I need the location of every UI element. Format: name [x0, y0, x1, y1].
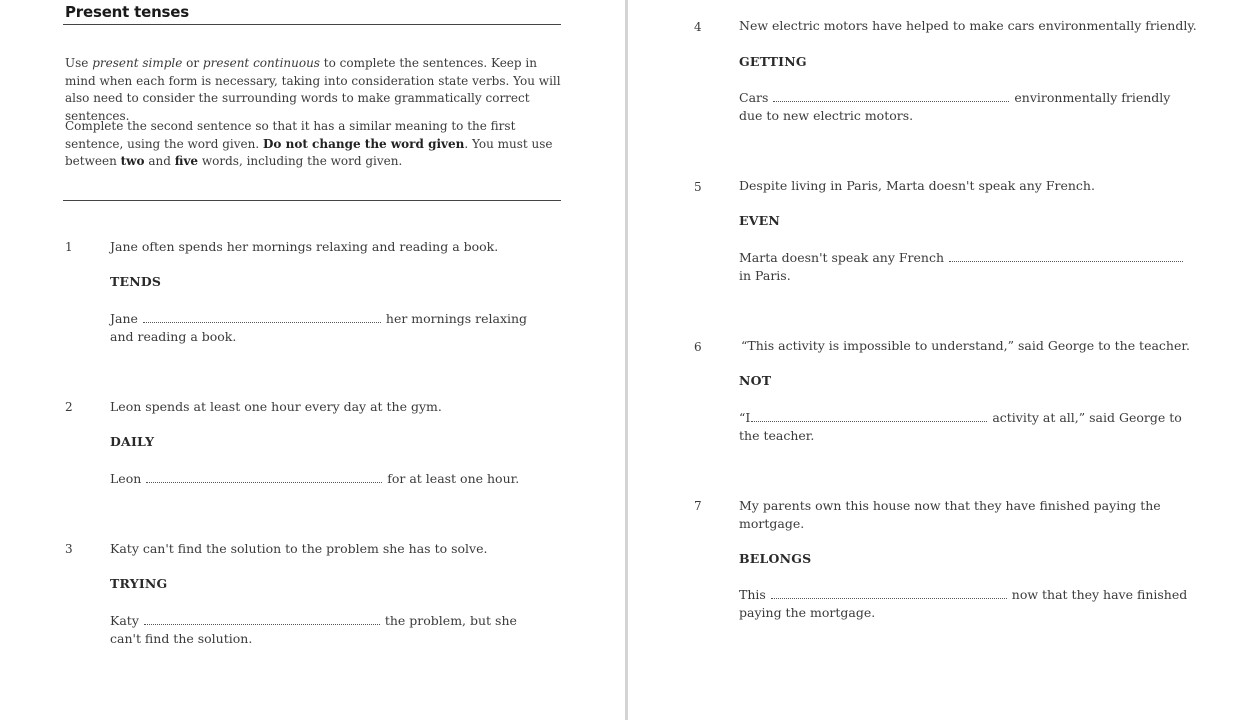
question-7-sentence: My parents own this house now that they have finished paying the mortgage.	[739, 498, 1161, 531]
question-5-blank[interactable]	[949, 251, 1183, 262]
question-4-sentence: New electric motors have helped to make cars environmentally friendly.	[739, 18, 1197, 33]
instructions-p2-text-4: words, including the word given.	[198, 154, 403, 168]
question-5-answer	[739, 249, 1189, 285]
question-7-number: 7	[694, 499, 702, 513]
instructions-p1-em-1: present simple	[92, 56, 183, 70]
question-1-blank[interactable]	[143, 312, 381, 323]
question-6-word: NOT	[739, 373, 772, 388]
question-4-number: 4	[694, 20, 702, 34]
instructions-p2-bold-2: two	[120, 154, 145, 168]
question-4-after: environmentally friendly due to new electric motors.	[739, 90, 1171, 123]
question-3-answer	[110, 612, 550, 648]
instructions-p2-bold-3: five	[174, 154, 199, 168]
instructions-paragraph-1	[65, 55, 561, 125]
question-2-sentence: Leon spends at least one hour every day at the gym.	[110, 399, 442, 414]
question-5-after: in Paris.	[739, 268, 791, 283]
question-7-answer	[739, 586, 1189, 622]
page-right	[628, 0, 1253, 720]
question-3-word: TRYING	[110, 576, 168, 591]
question-2-blank[interactable]	[146, 472, 382, 483]
instructions-p2-text-2: . You must use between	[65, 136, 553, 168]
page-title: Present tenses	[65, 3, 189, 21]
question-7-word: BELONGS	[739, 551, 812, 566]
question-2-after: for at least one hour.	[387, 471, 520, 486]
question-4-word: GETTING	[739, 54, 807, 69]
question-3-after: the problem, but she can't find the solution.	[110, 613, 517, 646]
question-6-after: activity at all,” said George to the teacher.	[739, 410, 1182, 443]
question-7-before: This	[739, 587, 766, 602]
question-1-word: TENDS	[110, 274, 162, 289]
question-1-sentence: Jane often spends her mornings relaxing and reading a book.	[110, 239, 499, 254]
question-3-before: Katy	[110, 613, 139, 628]
question-1-answer	[110, 310, 550, 346]
instructions-paragraph-2	[65, 118, 561, 171]
instructions-divider	[63, 200, 561, 201]
question-4-before: Cars	[739, 90, 769, 105]
question-2-number: 2	[65, 400, 73, 414]
question-6-number: 6	[694, 340, 702, 354]
question-3-blank[interactable]	[144, 614, 380, 625]
page-left	[0, 0, 625, 720]
question-6-sentence: “This activity is impossible to understand,” said George to the teacher.	[741, 338, 1190, 353]
question-5-word: EVEN	[739, 213, 780, 228]
question-2-before: Leon	[110, 471, 142, 486]
question-5-number: 5	[694, 180, 702, 194]
instructions-p1-em-2: present continuous	[202, 56, 320, 70]
question-6-before: “I	[739, 410, 751, 425]
question-7-after: now that they have finished paying the mortgage.	[739, 587, 1188, 620]
instructions-p2-bold-1: Do not change the word given	[263, 136, 465, 151]
title-divider	[63, 24, 561, 25]
instructions-p1-text-2: or	[182, 56, 203, 70]
question-4-blank[interactable]	[773, 91, 1009, 102]
question-2-answer	[110, 470, 550, 488]
instructions-p2-text-3: and	[144, 154, 175, 168]
question-4-answer	[739, 89, 1189, 125]
question-1-after: her mornings relaxing and reading a book.	[110, 311, 528, 344]
question-5-before: Marta doesn't speak any French	[739, 250, 944, 265]
instructions-p1-text-3: to complete the sentences. Keep in mind when each form is necessary, taking into consideration state verbs. You will also need to consider the surrounding words to make grammatically correct sentences.	[65, 56, 561, 123]
question-7-blank[interactable]	[771, 588, 1007, 599]
question-6-blank[interactable]	[751, 411, 987, 422]
question-2-word: DAILY	[110, 434, 155, 449]
question-1-before: Jane	[110, 311, 138, 326]
instructions-p1-text-1: Use	[65, 56, 93, 70]
question-6-answer	[739, 409, 1194, 445]
question-1-number: 1	[65, 240, 73, 254]
question-3-sentence: Katy can't find the solution to the problem she has to solve.	[110, 541, 488, 556]
instructions-p2-text-1: Complete the second sentence so that it has a similar meaning to the first sentence, using the word given.	[65, 119, 516, 151]
question-3-number: 3	[65, 542, 73, 556]
question-5-sentence: Despite living in Paris, Marta doesn't speak any French.	[739, 178, 1095, 193]
